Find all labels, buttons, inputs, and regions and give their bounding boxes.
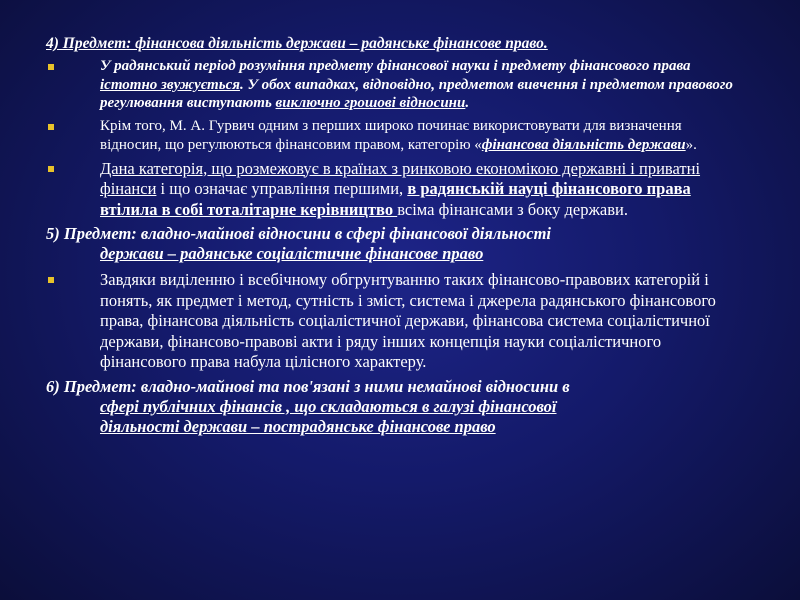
slide-content xyxy=(46,34,746,443)
bullet-text: і що означає управління першими, xyxy=(156,179,408,198)
heading-6-line2: сфері публічних фінансів , що складаються в галузі фінансової xyxy=(100,396,557,416)
bullet-text: . У обох випадках, відповідно, предметом вивчення і предметом правового регулювання виступають xyxy=(100,76,733,111)
heading-4 xyxy=(46,34,746,53)
bullet-text: Крім того, М. А. Гурвич одним з перших широко починає використовувати для визначення відносин, що регулюються фінансовим правом, категорію « xyxy=(100,117,682,153)
bullet-gurvich xyxy=(46,117,746,155)
bullet-text: . xyxy=(465,95,470,111)
bullet-square-icon xyxy=(48,166,54,172)
bullet-text: ». xyxy=(685,136,697,153)
bullet-square-icon xyxy=(48,64,54,70)
heading-4-text: 4) Предмет: фінансова діяльність держави – радянське фінансове право. xyxy=(46,35,548,52)
heading-5-line2: держави – радянське соціалістичне фінансове право xyxy=(100,244,484,263)
underlined-text: виключно грошові відносини xyxy=(275,95,466,111)
bullet-soviet-period xyxy=(46,57,746,113)
bullet-soviet-law xyxy=(46,270,746,373)
bullet-square-icon xyxy=(48,124,54,130)
underlined-text: фінансова діяльність держави xyxy=(481,136,686,153)
bullet-text: Завдяки виділенню і всебічному обгрунтуванню таких фінансово-правових категорій і понять, як предмет і метод, сутність і зміст, система і джерела радянського фінансового права, фінансова діяльність соціалістичної держави, фінансова система соціалістичної держави, фінансово-правові акти і ряду інших концепція науки соціалістичного фінансового права набула цілісного характеру. xyxy=(100,270,716,371)
underlined-bold-text: в радянській науці фінансового права втілила в собі тоталітарне керівництво xyxy=(100,179,691,219)
underlined-text: Дана категорія, що розмежовує в країнах з ринковою економікою державні і приватні фінанси xyxy=(100,158,701,198)
bullet-category xyxy=(46,159,746,221)
heading-6 xyxy=(46,377,746,437)
underlined-text: істотно звужується xyxy=(100,76,240,93)
heading-6-line1: 6) Предмет: владно-майнові та пов'язані з ними немайнові відносини в xyxy=(46,376,570,396)
heading-5-line1: 5) Предмет: владно-майнові відносини в сфері фінансової діяльності xyxy=(46,224,552,243)
bullet-square-icon xyxy=(48,277,54,283)
bullet-text: всіма фінансами з боку держави. xyxy=(397,199,628,219)
heading-6-line3: діяльності держави – пострадянське фінансове право xyxy=(100,416,496,436)
bullet-text: У радянський період розуміння предмету фінансової науки і предмету фінансового права xyxy=(100,58,691,74)
heading-5 xyxy=(46,224,746,264)
